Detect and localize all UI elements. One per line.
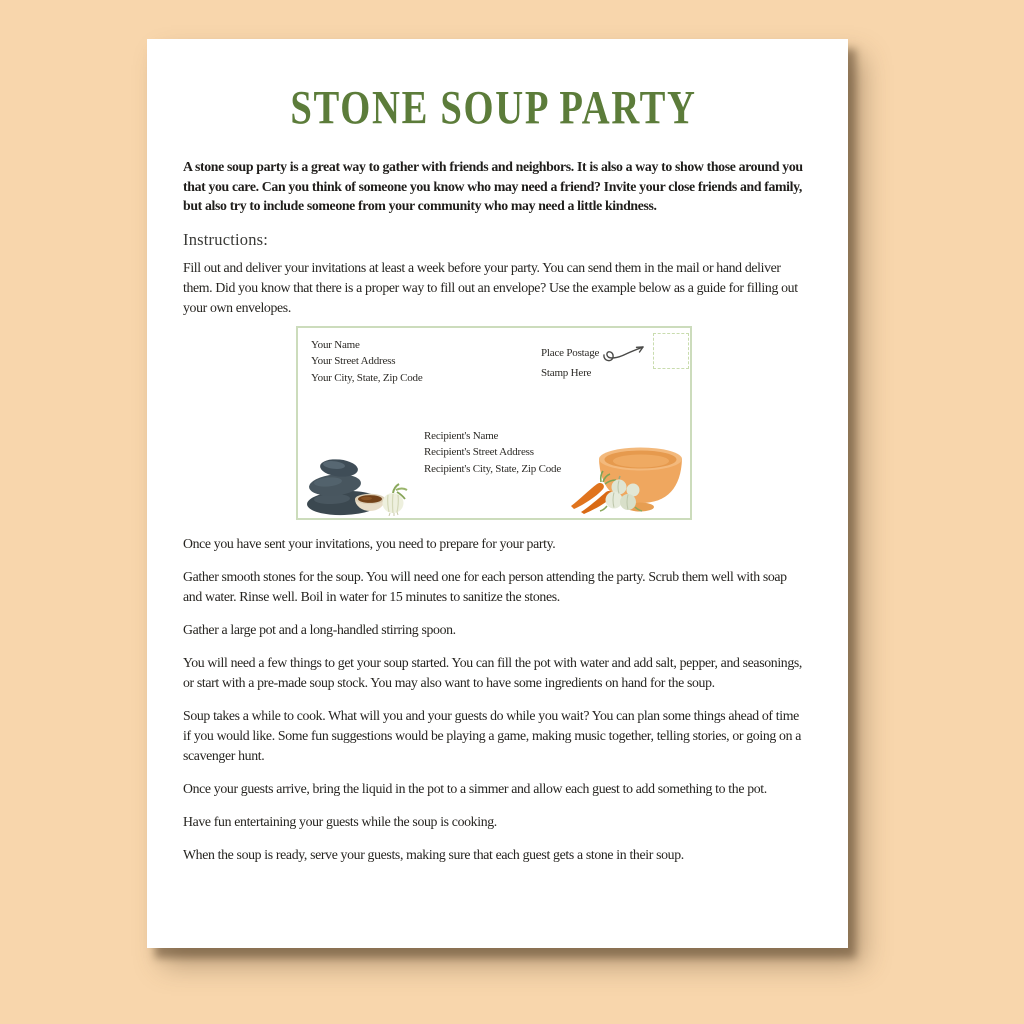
body-paragraph: Gather smooth stones for the soup. You will need one for each person attending the party. Scrub them well with soap and water. Rinse well. Boil in water for 15 minutes to sanitize the stones. bbox=[183, 568, 787, 604]
body-paragraph: Gather a large pot and a long-handled stirring spoon. bbox=[183, 621, 456, 637]
stones-broth-onion-illustration bbox=[304, 442, 408, 516]
sender-name-line: Your Name bbox=[311, 338, 360, 351]
onion-icon bbox=[383, 484, 408, 516]
recipient-name-line: Recipient's Name bbox=[424, 429, 499, 442]
body-paragraph: When the soup is ready, serve your guests, making sure that each guest gets a stone in their soup. bbox=[183, 846, 684, 862]
carrots-garlic-bowl-illustration bbox=[567, 438, 687, 516]
postage-line-1: Place Postage bbox=[541, 346, 600, 359]
intro-paragraph: A stone soup party is a great way to gather with friends and neighbors. It is also a way to show those around you that you care. Can you think of someone you know who may need a friend? Invite your close friends and family, but also try to include someone from your community who may need a little kindness. bbox=[183, 159, 803, 213]
recipient-street-line: Recipient's Street Address bbox=[424, 446, 534, 458]
printable-page bbox=[147, 39, 848, 948]
page-content bbox=[147, 80, 848, 865]
envelope-example bbox=[296, 326, 692, 520]
page-title: STONE SOUP PARTY bbox=[290, 80, 697, 134]
stamp-box bbox=[653, 333, 689, 369]
instructions-heading: Instructions: bbox=[183, 229, 269, 249]
sender-street-line: Your Street Address bbox=[311, 355, 396, 367]
recipient-address-block bbox=[424, 428, 561, 478]
body-paragraph: Have fun entertaining your guests while the soup is cooking. bbox=[183, 813, 497, 829]
sender-city-line: Your City, State, Zip Code bbox=[311, 371, 423, 384]
recipient-city-line: Recipient's City, State, Zip Code bbox=[424, 462, 562, 475]
instructions-paragraph: Fill out and deliver your invitations at least a week before your party. You can send them in the mail or hand deliver them. Did you know that there is a proper way to fill out an envelope? Use the example below as a guide for filling out your own envelopes. bbox=[183, 259, 798, 315]
postage-note bbox=[541, 343, 599, 383]
body-paragraph: Once you have sent your invitations, you need to prepare for your party. bbox=[183, 535, 556, 551]
sender-address-block bbox=[311, 337, 423, 387]
curly-arrow-icon bbox=[602, 341, 650, 367]
body-paragraph: Soup takes a while to cook. What will you and your guests do while you wait? You can plan some things ahead of time if you would like. Some fun suggestions would be playing a game, making music together, telling stories, or going on a scavenger hunt. bbox=[183, 707, 802, 763]
body-paragraph: You will need a few things to get your soup started. You can fill the pot with water and add salt, pepper, and seasonings, or start with a pre-made soup stock. You may also want to have some ingredients on hand for the soup. bbox=[183, 654, 803, 690]
body-paragraph: Once your guests arrive, bring the liquid in the pot to a simmer and allow each guest to add something to the pot. bbox=[183, 780, 767, 796]
postage-line-2: Stamp Here bbox=[541, 366, 592, 379]
